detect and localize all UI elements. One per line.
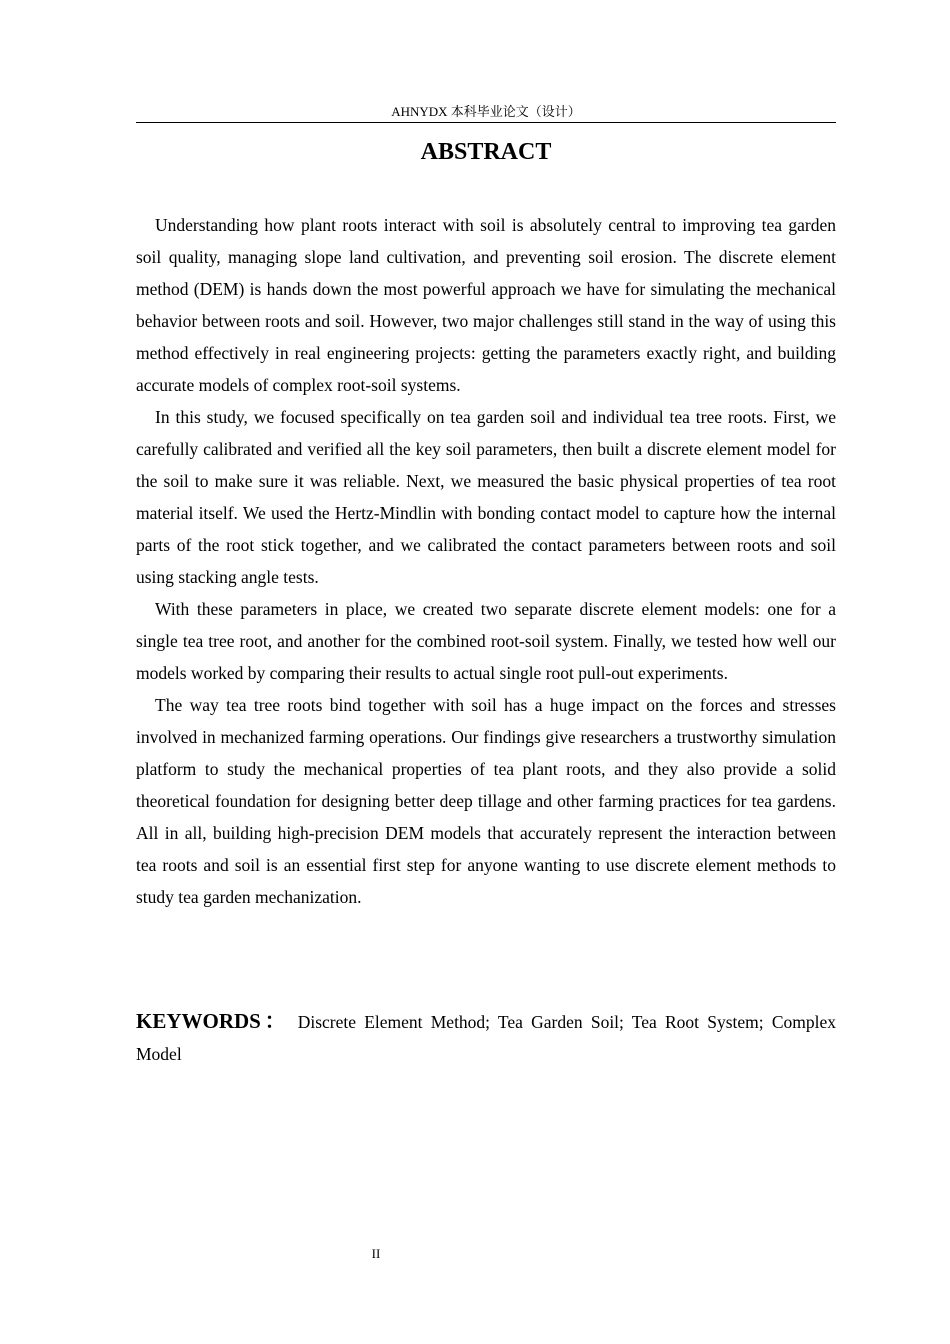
abstract-paragraph-2: In this study, we focused specifically on tea garden soil and individual tea tree roots. First, we carefully calibrated and verified all the key soil parameters, then built a discrete element model for the soil to make sure it was reliable. Next, we measured the basic physical properties of tea root material itself. We used the Hertz-Mindlin with bonding contact model to capture how the internal parts of the root stick together, and we calibrated the contact parameters between roots and soil using stacking angle tests. [136, 407, 836, 587]
running-header: AHNYDX 本科毕业论文（设计） [391, 104, 581, 119]
keywords-section [136, 1005, 836, 1070]
abstract-body [136, 209, 836, 913]
abstract-title: ABSTRACT [420, 139, 552, 165]
abstract-paragraph-3: With these parameters in place, we created two separate discrete element models: one for a single tea tree root, and another for the combined root-soil system. Finally, we tested how well our models worked by comparing their results to actual single root pull-out experiments. [136, 599, 836, 683]
abstract-paragraph-4: The way tea tree roots bind together with soil has a huge impact on the forces and stresses involved in mechanized farming operations. Our findings give researchers a trustworthy simulation platform to study the mechanical properties of tea plant roots, and they also provide a solid theoretical foundation for designing better deep tillage and other farming practices for tea gardens. All in all, building high-precision DEM models that accurately represent the interaction between tea roots and soil is an essential first step for anyone wanting to use discrete element methods to study tea garden mechanization. [136, 695, 836, 907]
abstract-paragraph-1: Understanding how plant roots interact with soil is absolutely central to improving tea garden soil quality, managing slope land cultivation, and preventing soil erosion. The discrete element method (DEM) is hands down the most powerful approach we have for simulating the mechanical behavior between roots and soil. However, two major challenges still stand in the way of using this method effectively in real engineering projects: getting the parameters exactly right, and building accurate models of complex root-soil systems. [136, 215, 836, 395]
page-number: II [371, 1246, 381, 1261]
header-rule [136, 122, 836, 123]
keywords-label: KEYWORDS： [136, 1009, 290, 1033]
keywords-text: Discrete Element Method; Tea Garden Soil; Tea Root System; Complex Model [136, 1012, 836, 1064]
